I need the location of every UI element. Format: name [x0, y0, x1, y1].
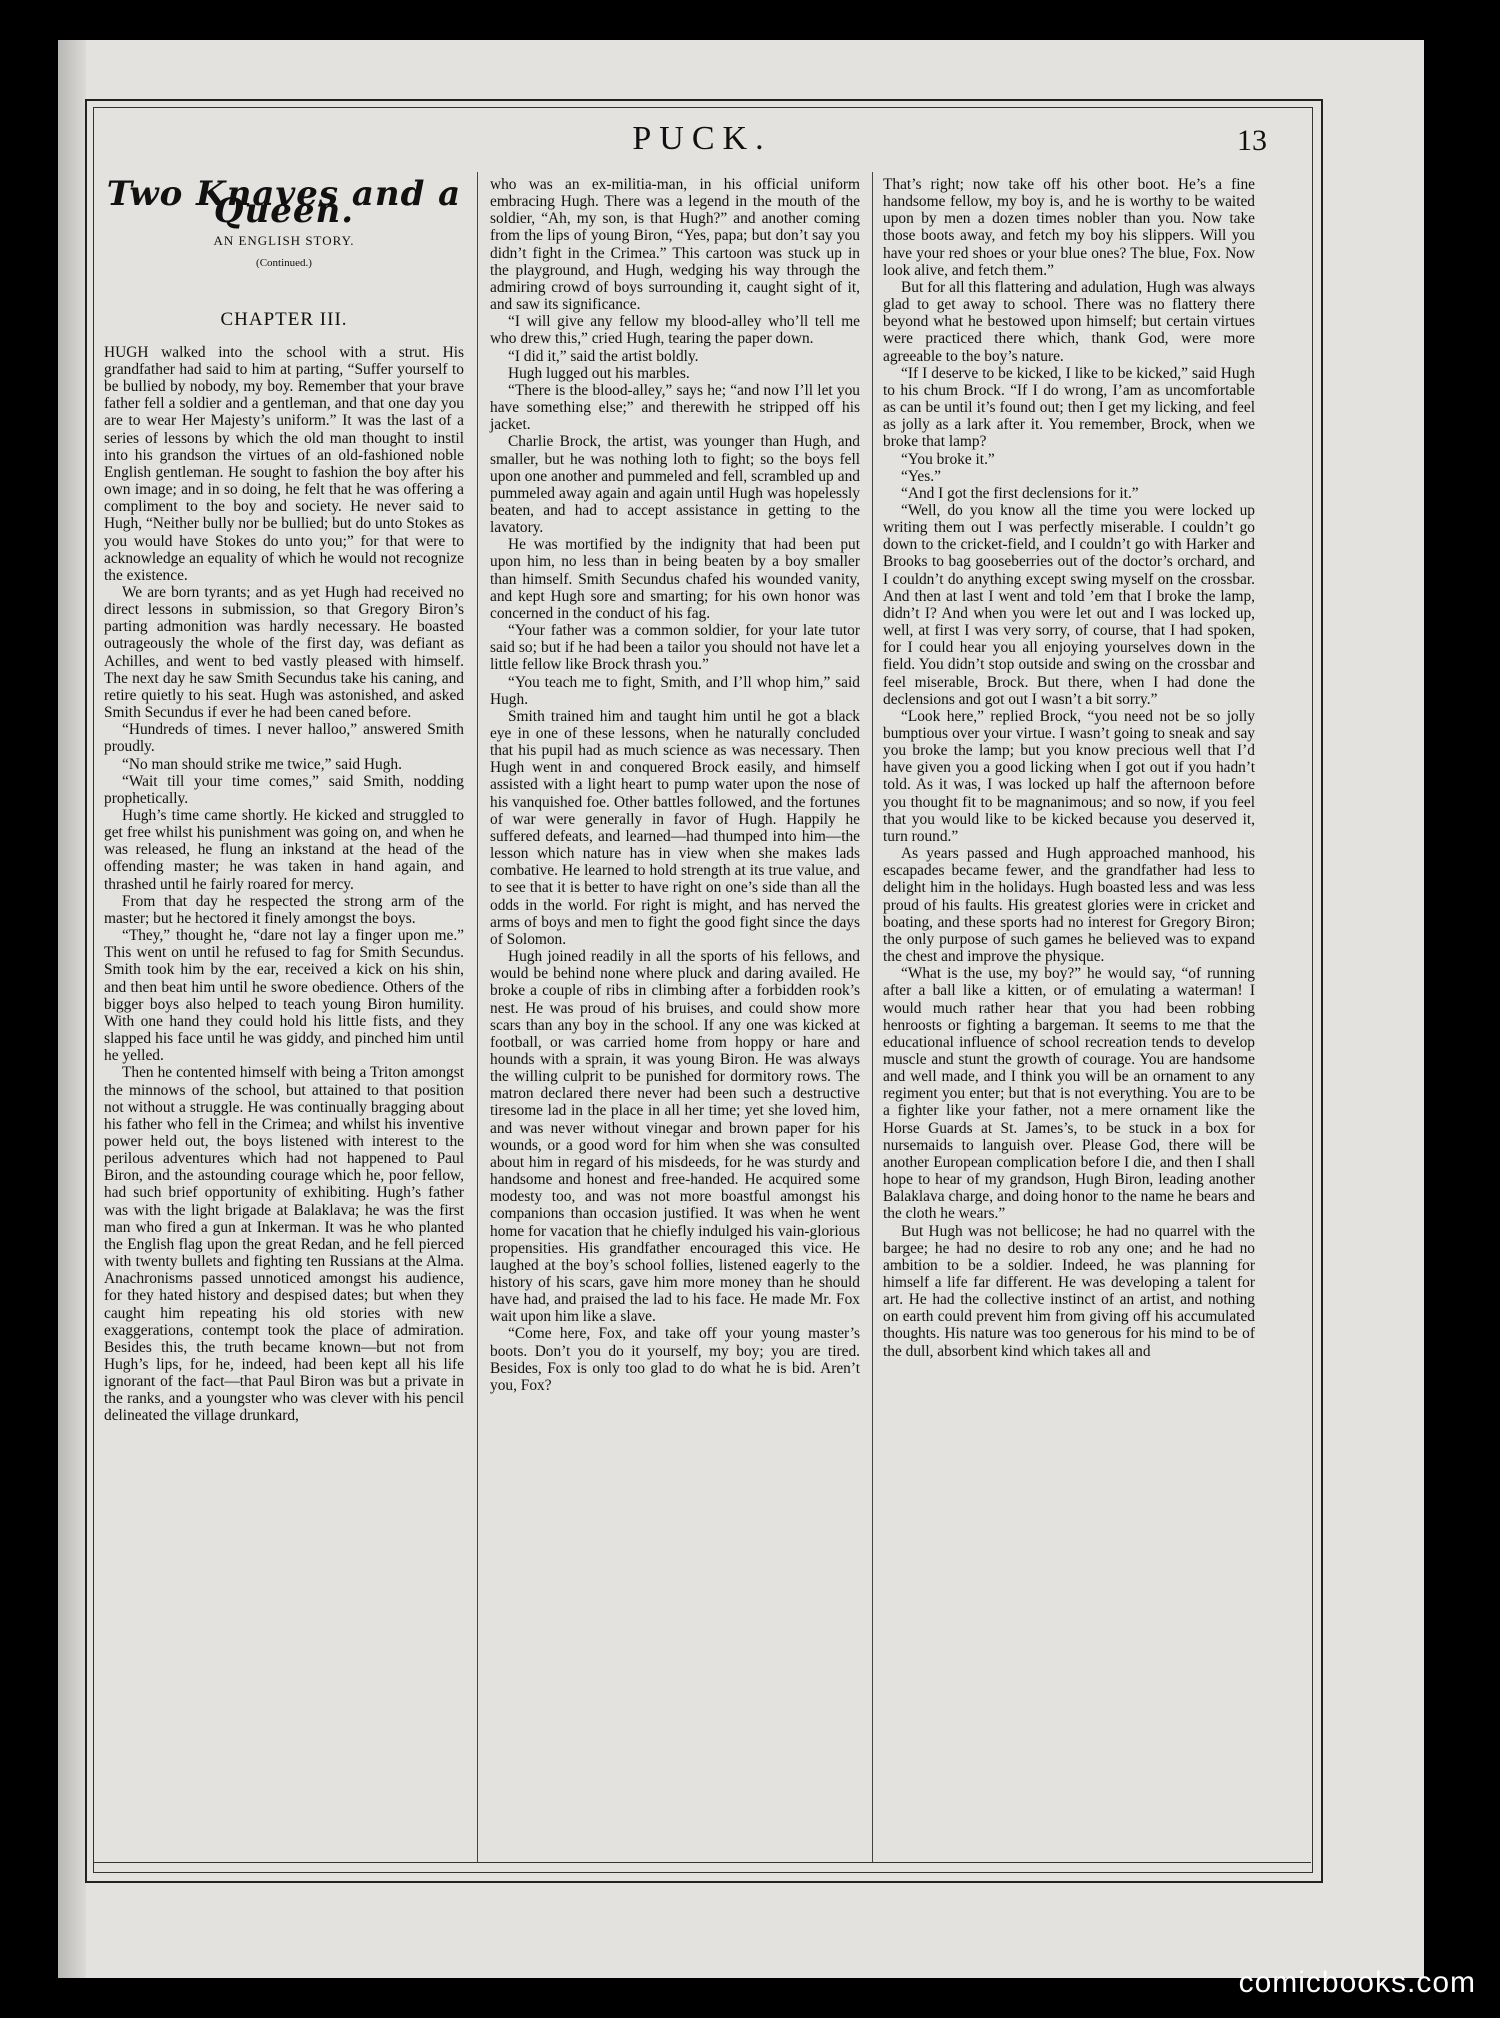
masthead: PUCK. [632, 120, 772, 157]
paragraph: “Look here,” replied Brock, “you need not be so jolly bumptious over your virtue. I wasn’t going to sneak and say you broke the lamp; but you know precious well that I’d have given you a good licking when I got out if you hadn’t told. As it was, I was locked up half the afternoon before you thought fit to be magnanimous; and so now, if you feel that you would like to be kicked because you deserved it, turn round.” [883, 707, 1255, 845]
paragraph: “There is the blood-alley,” says he; “and now I’ll let you have something else;” and therewith he stripped off his jacket. [490, 381, 860, 434]
paragraph: “You broke it.” [901, 450, 995, 468]
column-3 [883, 176, 1255, 1360]
paragraph: Hugh’s time came shortly. He kicked and struggled to get free whilst his punishment was going on, and when he was released, he flung an inkstand at the head of the offending master; he was taken in hand again, and thrashed until he fairly roared for mercy. [104, 807, 464, 893]
paragraph: “Hundreds of times. I never halloo,” answered Smith proudly. [104, 721, 464, 756]
paragraph: “If I deserve to be kicked, I like to be kicked,” said Hugh to his chum Brock. “If I do wrong, I’am as uncomfortable as can be until it’s found out; then I get my licking, and feel as jolly as a lark after it. You remember, Brock, when we broke that lamp? [883, 364, 1255, 451]
paragraph: “You teach me to fight, Smith, and I’ll whop him,” said Hugh. [490, 673, 860, 708]
column-rule-1 [477, 172, 478, 1862]
article-subtitle: AN ENGLISH STORY. [213, 233, 355, 249]
paragraph: “Well, do you know all the time you were locked up writing them out I was perfectly miserable. I couldn’t go down to the cricket-field, and I couldn’t go with Harker and Brooks to bag gooseberries out of the doctor’s orchard, and I couldn’t do anything except swing myself on the crossbar. And then at last I went and told ’em that I broke the lamp, didn’t I? And when you were let out and I was locked up, well, at first I was very sorry, of course, that I had spoken, for I could hear you all enjoying yourselves down in the field. You didn’t stop outside and swing on the crossbar and feel miserable, Brock. But there, when I had done the declensions and got out I wasn’t a bit sorry.” [883, 501, 1255, 708]
article-title: Two Knaves and a Queen. [106, 174, 462, 232]
continued-note: (Continued.) [256, 257, 312, 270]
paragraph: “No man should strike me twice,” said Hugh. [122, 755, 402, 773]
column-1 [104, 176, 464, 1425]
paragraph: As years passed and Hugh approached manhood, his escapades became fewer, and the grandfather had less to delight him in the holidays. Hugh boasted less and was less proud of his faults. His greatest glories were in cricket and boating, and these sports had no interest for Gregory Biron; the only purpose of such games he believed was to expand the chest and improve the physique. [883, 845, 1255, 966]
paragraph: He was mortified by the indignity that had been put upon him, no less than in being beaten by a boy smaller than himself. Smith Secundus chafed his wounded vanity, and kept Hugh sore and smarting; for his own honor was concerned in the conduct of his fag. [490, 536, 860, 622]
paragraph: “Yes.” [901, 467, 941, 485]
paragraph: From that day he respected the strong arm of the master; but he hectored it finely amongst the boys. [104, 892, 464, 927]
paragraph: But for all this flattering and adulation, Hugh was always glad to get away to school. There was no flattery there beyond what he bestowed upon himself; but certain virtues were practiced there which, thank God, were more agreeable to the boy’s nature. [883, 278, 1255, 365]
paragraph: Hugh joined readily in all the sports of his fellows, and would be behind none where pluck and daring availed. He broke a couple of ribs in climbing after a forbidden rook’s nest. He was proud of his bruises, and could show more scars than any boy in the school. If any one was kicked at football, or was carried home from hoppy or hare and hounds with a sprain, it was young Biron. He was always the willing culprit to be punished for dormitory rows. The matron declared there never had been such a destructive tiresome lad in the place in all her time; yet she loved him, and was never without vinegar and brown paper for his wounds, or a good word for him when she was consulted about him in regard of his misdeeds, for he was sturdy and handsome and honest and free-handed. He acquired some modesty too, and was not more boastful amongst his companions than occasion justified. It was when he went home for vacation that he chiefly indulged his vain-glorious propensities. His grandfather encouraged this vice. He laughed at the boy’s school follies, listened eagerly to the history of his scars, gave him more money than he should have had, and praised the lad to his face. He made Mr. Fox wait upon him like a slave. [490, 948, 860, 1326]
chapter-heading: CHAPTER III. [220, 308, 348, 330]
paragraph: “I did it,” said the artist boldly. [508, 347, 699, 365]
paragraph: We are born tyrants; and as yet Hugh had received no direct lessons in submission, so that Gregory Biron’s parting admonition was hardly necessary. He boasted outrageously the whole of the first day, was defiant as Achilles, and went to bed vastly pleased with himself. The next day he saw Smith Secundus take his caning, and retire quietly to his seat. Hugh was astonished, and asked Smith Secundus if ever he had been caned before. [104, 583, 464, 722]
paragraph: “They,” thought he, “dare not lay a finger upon me.” This went on until he refused to fag for Smith Secundus. Smith took him by the ear, received a kick on his shin, and then beat him until he swore obedience. Others of the bigger boys also helped to teach young Biron humility. With one hand they could hold his little fists, and they slapped his face until he was giddy, and pinched him until he yelled. [104, 927, 464, 1065]
paragraph: “And I got the first declensions for it.” [901, 484, 1139, 502]
paragraph: That’s right; now take off his other boot. He’s a fine handsome fellow, my boy is, and he is worthy to be waited upon by men a dozen times nobler than you. Now take those boots away, and fetch my boy his slippers. Will you have your red shoes or your blue ones? The blue, Fox. Now look alive, and fetch them.” [883, 176, 1255, 279]
paragraph: “Come here, Fox, and take off your young master’s boots. Don’t you do it yourself, my boy; you are tired. Besides, Fox is only too glad to do what he is bid. Aren’t you, Fox? [490, 1325, 860, 1394]
paragraph: “Wait till your time comes,” said Smith, nodding prophetically. [104, 772, 464, 807]
paragraph: HUGH walked into the school with a strut. His grandfather had said to him at parting, “Suffer yourself to be bullied by nobody, my boy. Remember that your brave father fell a soldier and a gentleman, and that one day you are to wear Her Majesty’s uniform.” It was the last of a series of lessons by which the old man thought to instil into his grandson the virtues of an old-fashioned noble English gentleman. He sought to fashion the boy after his own image; and in so doing, he felt that he was offering a compliment to the boy and society. He never said to Hugh, “Neither bully nor be bullied; but do unto Stokes as you would have Stokes do unto you;” for that were to acknowledge an equality of which he would not recognize the existence. [104, 343, 464, 584]
column-rule-2 [872, 172, 873, 1862]
paragraph: Charlie Brock, the artist, was younger than Hugh, and smaller, but he was nothing loth to fight; so the boys fell upon one another and pummeled and fell, scrambled up and pummeled away again and again until Hugh was hopelessly beaten, and had to accept assistance in getting to the lavatory. [490, 433, 860, 537]
page-number: 13 [1237, 124, 1267, 157]
paragraph: But Hugh was not bellicose; he had no quarrel with the bargee; he had no desire to rob any one; and he had no ambition to be a soldier. Indeed, he was planning for himself a life far different. He was developing a talent for art. He had the collective instinct of an artist, and nothing on earth could prevent him from giving off his accumulated thoughts. His nature was too generous for his mind to be of the dull, absorbent kind which takes all and [883, 1222, 1255, 1360]
paragraph: Smith trained him and taught him until he got a black eye in one of these lessons, when he naturally concluded that his pupil had as much science as was necessary. Then Hugh went in and conquered Brock easily, and himself assisted with a light heart to pump water upon the nose of his vanquished foe. Other battles followed, and the fortunes of war were generally in favor of Hugh. Happily he suffered defeats, and learned—had thumped into him—the lesson which nature has in view when she makes lads combative. He learned to hold strength at its true value, and to see that it is better to have right on one’s side than all the odds in the world. For right is might, and has nerved the arms of boys and men to fight the good fight since the days of Solomon. [490, 707, 860, 948]
paragraph: “What is the use, my boy?” he would say, “of running after a ball like a kitten, or of emulating a waterman! I would much rather hear that you had been robbing henroosts or fighting a bargeman. It seems to me that the educational influence of school recreation tends to develop muscle and stunt the growth of courage. You are handsome and well made, and I think you will be an ornament to any regiment you enter; but that is not everything. You are to be a fighter like your father, not a mere ornament like the Horse Guards at St. James’s, to be stuck in a box for nursemaids to languish over. Please God, there will be another European complication before I die, and then I shall hope to hear of my grandson, Hugh Biron, leading another Balaklava charge, and doing honor to the name he bears and the cloth he wears.” [883, 965, 1255, 1223]
watermark: comicbooks.com [1238, 1966, 1476, 1999]
paragraph: who was an ex-militia-man, in his official uniform embracing Hugh. There was a legend in the mouth of the soldier, “Ah, my son, is that Hugh?” and another coming from the lips of young Biron, “Yes, papa; but don’t say you didn’t fight in the Crimea.” This cartoon was stuck up in the playground, and Hugh, wedging his way through the admiring crowd of boys surrounding it, caught sight of it, and saw its significance. [490, 176, 860, 314]
paragraph: “Your father was a common soldier, for your late tutor said so; but if he had been a tailor you should not have let a little fellow like Brock thrash you.” [490, 622, 860, 674]
paragraph: Then he contented himself with being a Triton amongst the minnows of the school, but attained to that position not without a struggle. He was continually bragging about his father who fell in the Crimea; and whilst his inventive power held out, the boys listened with interest to the perilous adventures which had not happened to Paul Biron, and the astounding courage which he, poor fellow, had such brief opportunity of exhibiting. Hugh’s father was with the light brigade at Balaklava; he was the first man who fired a gun at Inkerman. It was he who planted the English flag upon the great Redan, and he fell pierced with twenty bullets and fighting ten Russians at the Alma. Anachronisms passed unnoticed amongst his audience, for they hated history and despised dates; but when they caught him repeating his old stories with new exaggerations, contempt took the place of admiration. Besides this, the truth became known—but not from Hugh’s lips, for he, indeed, had been kept all his life ignorant of the fact—that Paul Biron was but a private in the ranks, and a youngster who was clever with his pencil delineated the village drunkard, [104, 1064, 464, 1425]
paragraph: Hugh lugged out his marbles. [508, 364, 690, 382]
page-spine-shadow [58, 40, 86, 1978]
column-2 [490, 176, 860, 1394]
paragraph: “I will give any fellow my blood-alley who’ll tell me who drew this,” cried Hugh, tearing the paper down. [490, 313, 860, 348]
bottom-rule [93, 1862, 1311, 1863]
page-header [93, 108, 1311, 174]
